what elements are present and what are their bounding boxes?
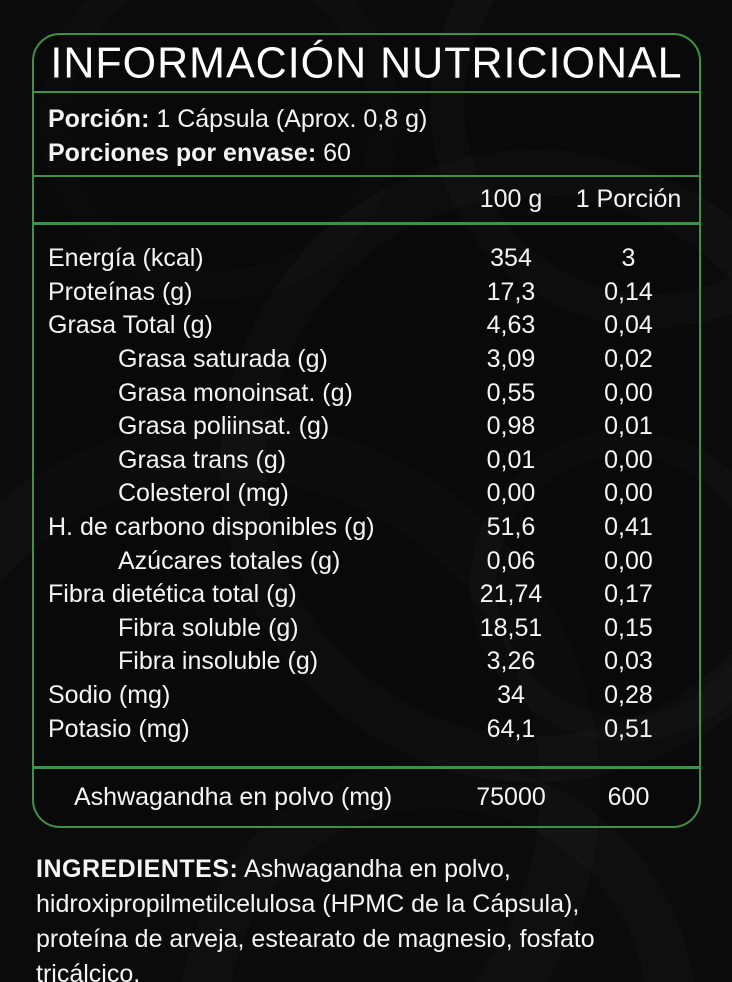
- nutrient-value-100g: 0,06: [486, 546, 536, 575]
- table-row: [34, 477, 699, 511]
- table-row: [34, 679, 699, 713]
- nutrient-value-porcion: 0,01: [604, 412, 653, 441]
- ingredients-line: [36, 852, 700, 887]
- title-section: [34, 35, 699, 93]
- ingredients-text: Ashwagandha en polvo,: [243, 855, 511, 883]
- column-header-100g: 100 g: [479, 185, 543, 213]
- nutrient-value-porcion: 0,28: [604, 681, 653, 710]
- column-header-section: [34, 177, 699, 225]
- active-ingredient-label: Ashwagandha en polvo (mg): [74, 783, 393, 811]
- nutrient-label: Fibra insoluble (g): [118, 647, 319, 676]
- nutrient-value-100g: 0,01: [486, 445, 536, 474]
- nutrient-value-100g: 18,51: [479, 613, 543, 642]
- table-row: [34, 376, 699, 410]
- nutrient-value-porcion: 0,15: [604, 613, 653, 642]
- nutrient-value-porcion: 0,00: [604, 479, 653, 508]
- nutrient-value-porcion: 0,17: [604, 580, 653, 609]
- nutrient-rows: [34, 225, 699, 766]
- nutrient-label: Grasa monoinsat. (g): [118, 378, 353, 407]
- table-row: [34, 612, 699, 646]
- table-row: [34, 343, 699, 377]
- nutrient-label: Grasa saturada (g): [118, 345, 328, 374]
- table-row: [34, 712, 699, 746]
- nutrient-value-porcion: 0,03: [604, 647, 653, 676]
- nutrient-label: Grasa Total (g): [48, 311, 213, 340]
- nutrient-label: Potasio (mg): [48, 714, 190, 743]
- active-ingredient-value-100g: 75000: [476, 783, 546, 811]
- ingredients-line: tricálcico.: [36, 960, 141, 982]
- nutrient-label: Energía (kcal): [48, 244, 204, 273]
- portion-value: 1 Cápsula (Aprox. 0,8 g): [156, 105, 428, 133]
- nutrient-label: Azúcares totales (g): [118, 546, 341, 575]
- nutrient-value-porcion: 3: [621, 244, 636, 273]
- nutrient-value-porcion: 0,14: [604, 277, 653, 306]
- nutrient-value-100g: 3,09: [486, 345, 536, 374]
- nutrient-label: H. de carbono disponibles (g): [48, 513, 375, 542]
- nutrient-value-100g: 34: [497, 681, 525, 710]
- ingredients-label: INGREDIENTES:: [36, 855, 239, 883]
- active-ingredient-value-porcion: 600: [607, 783, 650, 811]
- nutrient-value-100g: 4,63: [486, 311, 536, 340]
- servings-per-container-line: [48, 136, 685, 170]
- table-row: [34, 242, 699, 276]
- serving-section: [34, 93, 699, 177]
- table-row: [34, 578, 699, 612]
- portion-label: Porción:: [48, 105, 150, 133]
- table-row: [34, 645, 699, 679]
- nutrient-value-100g: 354: [490, 244, 532, 273]
- nutrient-label: Sodio (mg): [48, 681, 171, 710]
- nutrient-label: Fibra soluble (g): [118, 613, 299, 642]
- table-row: [34, 511, 699, 545]
- table-row: [34, 410, 699, 444]
- nutrient-label: Proteínas (g): [48, 277, 193, 306]
- nutrient-value-100g: 51,6: [486, 513, 536, 542]
- nutrient-value-porcion: 0,04: [604, 311, 653, 340]
- nutrient-value-porcion: 0,51: [604, 714, 653, 743]
- active-ingredient-section: [34, 766, 699, 826]
- portion-line: [48, 102, 685, 136]
- nutrient-value-porcion: 0,00: [604, 546, 653, 575]
- ingredients-paragraph: [36, 852, 700, 982]
- nutrient-value-porcion: 0,00: [604, 445, 653, 474]
- servings-label: Porciones por envase:: [48, 139, 317, 167]
- nutrient-value-porcion: 0,00: [604, 378, 653, 407]
- table-row: [34, 276, 699, 310]
- table-row: [34, 544, 699, 578]
- page-title: INFORMACIÓN NUTRICIONAL: [50, 38, 683, 87]
- servings-value: 60: [323, 139, 351, 167]
- nutrient-value-100g: 0,00: [486, 479, 536, 508]
- nutrient-value-100g: 0,98: [486, 412, 536, 441]
- nutrition-panel: [32, 33, 701, 828]
- nutrient-label: Grasa poliinsat. (g): [118, 412, 330, 441]
- nutrient-value-100g: 3,26: [486, 647, 536, 676]
- table-row: [34, 444, 699, 478]
- nutrient-value-porcion: 0,02: [604, 345, 653, 374]
- nutrient-value-100g: 21,74: [479, 580, 543, 609]
- nutrient-label: Colesterol (mg): [118, 479, 289, 508]
- nutrient-value-100g: 64,1: [486, 714, 536, 743]
- nutrient-value-100g: 17,3: [486, 277, 536, 306]
- ingredients-line: hidroxipropilmetilcelulosa (HPMC de la Cápsula),: [36, 890, 580, 918]
- nutrient-value-porcion: 0,41: [604, 513, 653, 542]
- column-header-porcion: 1 Porción: [575, 185, 682, 213]
- table-row: [34, 309, 699, 343]
- nutrient-label: Grasa trans (g): [118, 445, 287, 474]
- nutrient-value-100g: 0,55: [486, 378, 536, 407]
- ingredients-line: proteína de arveja, estearato de magnesio, fosfato: [36, 925, 595, 953]
- nutrient-label: Fibra dietética total (g): [48, 580, 297, 609]
